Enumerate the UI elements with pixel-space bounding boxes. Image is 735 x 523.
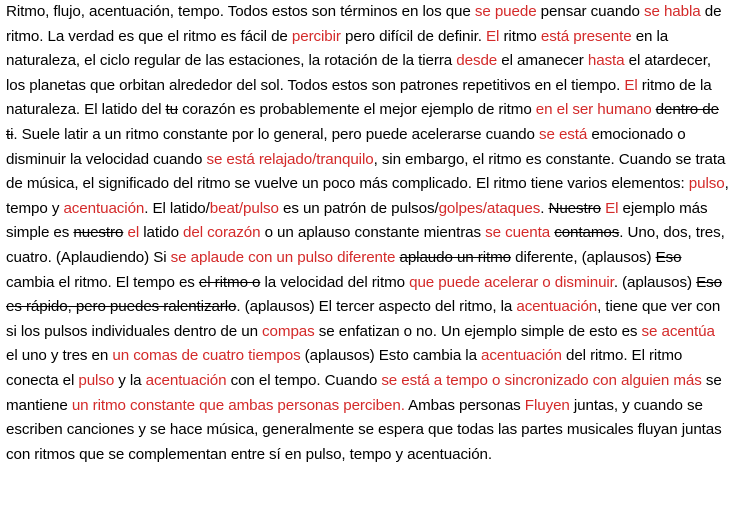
inserted-text: compas	[262, 322, 315, 340]
inserted-text: un ritmo constante que ambas personas perciben.	[71, 396, 405, 414]
inserted-text: acentuación	[63, 199, 145, 217]
inserted-text: un comas de cuatro tiempos	[112, 347, 301, 365]
body-text: Ambas personas	[404, 396, 525, 414]
body-text: el atardecer, los planetas que orbitan alrededor del sol. Todos estos son patrones repetitivos en el tiempo.	[6, 52, 711, 94]
inserted-text: se está a tempo o sincronizado con alguien más	[381, 371, 702, 389]
body-text: corazón es probablemente el mejor ejemplo de ritmo	[177, 101, 536, 119]
body-text: con el tempo. Cuando	[226, 371, 382, 389]
body-text: (aplausos) Esto cambia la	[300, 347, 482, 365]
body-text: Ritmo, flujo, acentuación, tempo. Todos estos son términos en los que	[6, 3, 475, 20]
body-text: pero difícil de definir.	[340, 27, 487, 45]
body-text: .	[540, 199, 549, 217]
body-text: . Uno, dos, tres, cuatro. (Aplaudiendo) Si	[6, 224, 725, 266]
body-text: se enfatizan o no. Un ejemplo simple de esto es	[314, 322, 642, 340]
inserted-text: pulso	[78, 371, 115, 389]
body-text: el amanecer	[497, 52, 588, 70]
inserted-text: acentuación	[516, 298, 598, 316]
body-text: ritmo	[499, 27, 541, 45]
body-text: . El latido/	[144, 199, 210, 217]
deleted-text: nuestro	[73, 224, 124, 242]
inserted-text: El	[486, 27, 500, 45]
body-text: pensar cuando	[536, 3, 644, 20]
body-text: , tempo y	[6, 175, 729, 217]
inserted-text: se cuenta	[485, 224, 551, 242]
body-text: o un aplauso constante mientras	[260, 224, 486, 242]
body-text: latido	[139, 224, 184, 242]
inserted-text: se está	[539, 125, 588, 143]
inserted-text: se puede	[474, 3, 537, 20]
inserted-text: hasta	[587, 52, 625, 70]
body-text: en la naturaleza, el ciclo regular de las estaciones, la rotación de la tierra	[6, 27, 669, 70]
deleted-text: aplaudo un ritmo	[399, 248, 512, 266]
deleted-text: Eso es rápido, pero puedes ralentizarlo	[6, 273, 722, 316]
body-text: cambia el ritmo. El tempo es	[6, 273, 199, 291]
body-text: . Suele latir a un ritmo constante por lo general, pero puede acelerarse cuando	[13, 125, 539, 143]
body-text: es un patrón de pulsos/	[278, 199, 439, 217]
body-text: de ritmo. La verdad es que el ritmo es fácil de	[6, 3, 722, 45]
body-text: , tiene que ver con si los pulsos individuales dentro de un	[6, 298, 721, 340]
body-text: . (aplausos)	[613, 273, 697, 291]
inserted-text: se aplaude con un pulso diferente	[170, 248, 396, 266]
inserted-text: está presente	[540, 27, 632, 45]
inserted-text: Fluyen	[524, 396, 570, 414]
inserted-text: desde	[456, 52, 498, 70]
inserted-text: percibir	[291, 27, 341, 45]
inserted-text: acentuación	[481, 347, 562, 365]
body-text: y la	[114, 371, 146, 389]
inserted-text: se habla	[644, 3, 701, 20]
deleted-text: Eso	[655, 248, 682, 266]
inserted-text: se acentúa	[641, 322, 715, 340]
body-text: . (aplausos) El tercer aspecto del ritmo, la	[236, 298, 517, 316]
body-text: juntas, y cuando se escriben canciones y se hace música, generalmente se espera que todas las partes musicales fluyan juntas con ritmos que se complementan entre sí en pulso, tempo y acentuación.	[6, 396, 722, 463]
deleted-text: el ritmo o	[198, 273, 261, 291]
inserted-text: pulso	[688, 175, 725, 193]
deleted-text: contamos	[554, 224, 620, 242]
deleted-text: tu	[165, 101, 178, 119]
body-text: , sin embargo, el ritmo es constante. Cuando se trata de música, el significado del ritmo se vuelve un poco más complicado. El ritmo tiene varios elementos:	[6, 150, 726, 193]
inserted-text: en el ser humano	[535, 101, 652, 119]
body-text: diferente, (aplausos)	[511, 248, 656, 266]
inserted-text: golpes/ataques	[438, 199, 541, 217]
body-text: ejemplo más simple es	[6, 199, 708, 242]
document-body	[6, 0, 729, 467]
inserted-text: que puede acelerar o disminuir	[409, 273, 614, 291]
body-text: emocionado o disminuir la velocidad cuando	[6, 125, 686, 168]
inserted-text: El	[624, 76, 638, 94]
inserted-text: el	[127, 224, 140, 242]
deleted-text: dentro de ti	[6, 101, 719, 143]
body-text: la velocidad del ritmo	[260, 273, 410, 291]
inserted-text: se está relajado/tranquilo	[206, 150, 374, 168]
body-text: el uno y tres en	[6, 347, 113, 365]
inserted-text: del corazón	[183, 224, 261, 242]
inserted-text: acentuación	[145, 371, 227, 389]
body-text: del ritmo. El ritmo conecta el	[6, 347, 683, 389]
body-text: ritmo de la naturaleza. El latido del	[6, 76, 712, 119]
body-text: se mantiene	[6, 371, 722, 414]
deleted-text: Nuestro	[548, 199, 601, 217]
inserted-text: El	[605, 199, 619, 217]
inserted-text: beat/pulso	[209, 199, 279, 217]
